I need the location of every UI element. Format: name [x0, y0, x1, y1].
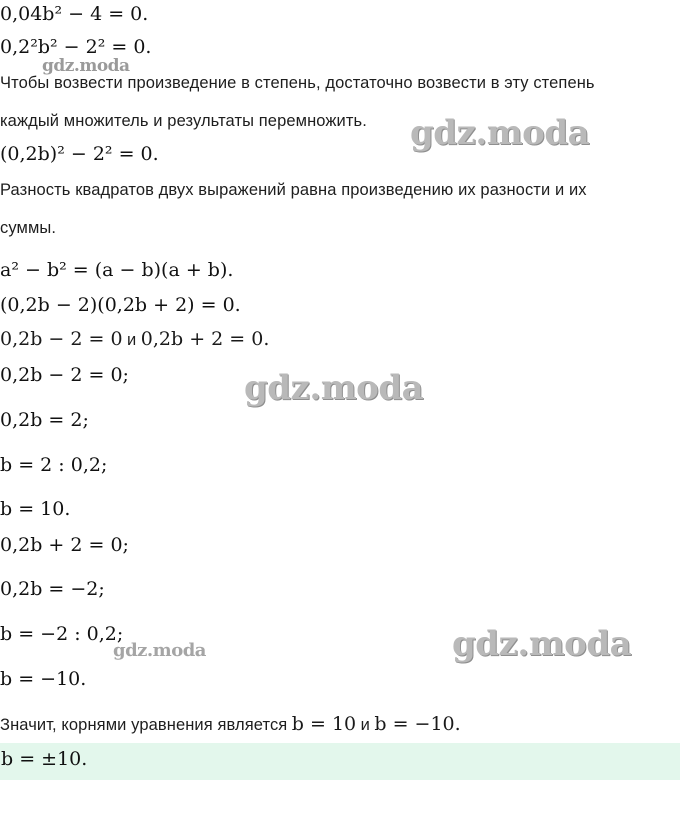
equation-line-5: [0, 328, 269, 350]
watermark-logo: gdz.moda: [410, 113, 590, 153]
equation-part-b: 0,2b + 2 = 0.: [140, 328, 270, 350]
equation-line-3: (0,2b)² − 2² = 0.: [0, 143, 159, 165]
root-1: b = 10: [291, 713, 357, 735]
conclusion-line: [0, 713, 461, 735]
watermark-logo: gdz.moda: [244, 368, 424, 408]
explanation-line-2: каждый множитель и результаты перемножить.: [0, 112, 367, 130]
root-2: b = −10.: [374, 713, 461, 735]
explanation-line-1: Чтобы возвести произведение в степень, достаточно возвести в эту степень: [0, 74, 595, 92]
equation-line-2: 0,2²b² − 2² = 0.: [0, 36, 152, 58]
watermark-logo: gdz.moda: [42, 56, 130, 76]
explanation-line-4: суммы.: [0, 219, 57, 237]
watermark-logo: gdz.moda: [113, 640, 206, 661]
equation-line-6: 0,2b − 2 = 0;: [0, 364, 129, 386]
equation-line-4: (0,2b − 2)(0,2b + 2) = 0.: [0, 294, 241, 316]
equation-line-9: b = 10.: [0, 498, 71, 520]
final-answer: b = ±10.: [1, 748, 88, 770]
equation-line-12: b = −2 : 0,2;: [0, 623, 124, 645]
conclusion-text: Значит, корнями уравнения является: [0, 716, 288, 734]
watermark-logo: gdz.moda: [452, 624, 632, 664]
conjunction-and: и: [127, 331, 137, 349]
equation-line-11: 0,2b = −2;: [0, 578, 105, 600]
equation-line-10: 0,2b + 2 = 0;: [0, 534, 129, 556]
equation-line-1: 0,04b² − 4 = 0.: [0, 3, 149, 25]
answer-highlight: [0, 743, 680, 780]
explanation-line-3: Разность квадратов двух выражений равна произведению их разности и их: [0, 181, 587, 199]
equation-line-13: b = −10.: [0, 668, 87, 690]
equation-line-7: 0,2b = 2;: [0, 409, 89, 431]
equation-line-8: b = 2 : 0,2;: [0, 454, 108, 476]
conclusion-and: и: [360, 716, 370, 734]
formula-difference-of-squares: a² − b² = (a − b)(a + b).: [0, 259, 234, 281]
equation-part-a: 0,2b − 2 = 0: [0, 328, 123, 350]
